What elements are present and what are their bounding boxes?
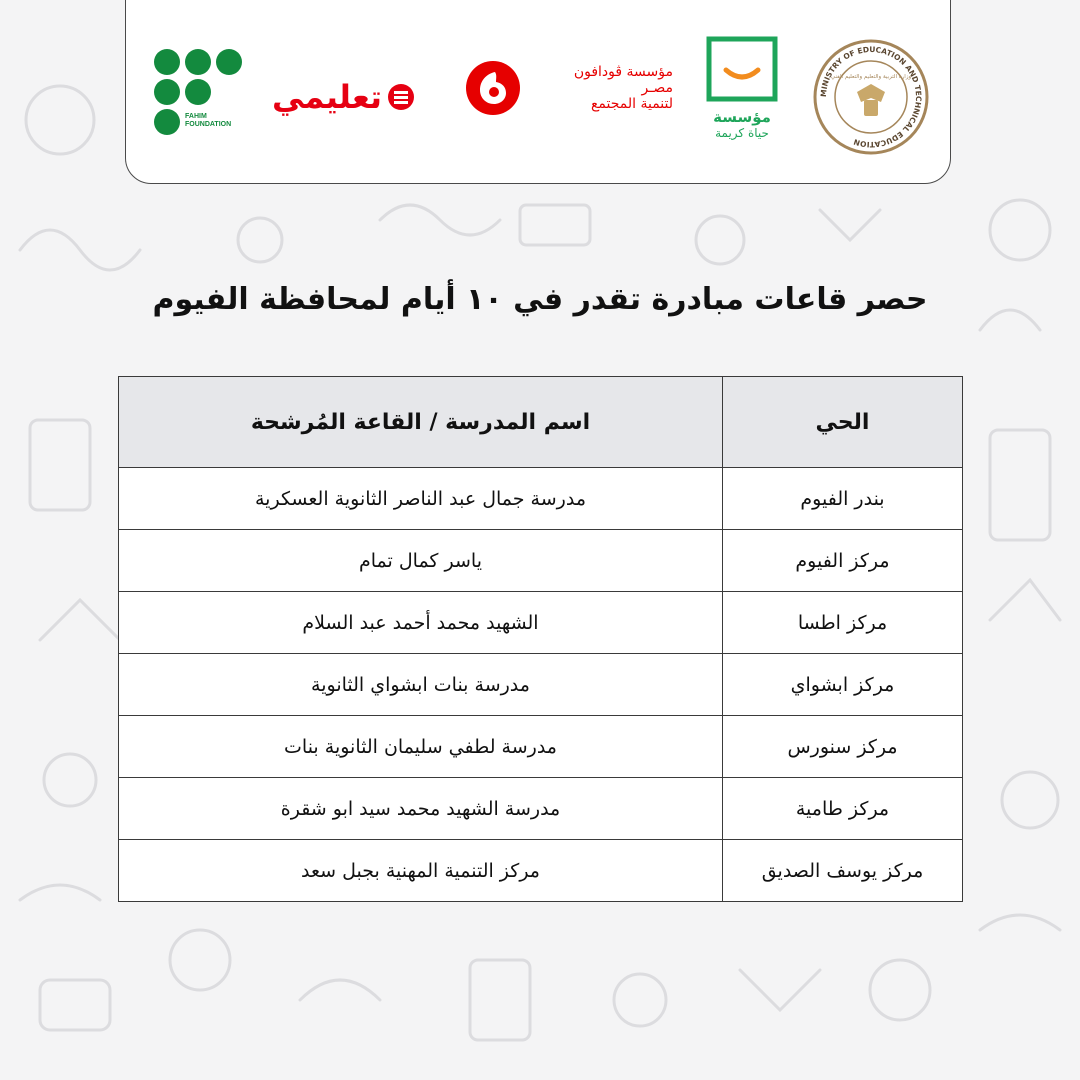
table-row [119, 840, 963, 902]
smile-icon [706, 36, 778, 102]
table-row [119, 592, 963, 654]
vodafone-logo-text-1: مؤسسة ڤودافون [573, 63, 673, 80]
school-cell: مدرسة جمال عبد الناصر الثانوية العسكرية [119, 468, 723, 530]
school-header: اسم المدرسة / القاعة المُرشحة [119, 377, 723, 468]
table-row [119, 530, 963, 592]
ministry-ring-text: MINISTRY OF EDUCATION AND TECHNICAL EDUCATION [818, 44, 924, 150]
halls-table [118, 376, 963, 902]
table-header-row [119, 377, 963, 468]
school-cell: مدرسة لطفي سليمان الثانوية بنات [119, 716, 723, 778]
district-cell: بندر الفيوم [723, 468, 963, 530]
ministry-arabic-text: وزارة التربية والتعليم والتعليم الفني [830, 74, 912, 80]
page-title: حصر قاعات مبادرة تقدر في ١٠ أيام لمحافظة الفيوم [152, 282, 928, 317]
fahim-logo-text-1: FAHIM [185, 113, 207, 120]
district-cell: مركز سنورس [723, 716, 963, 778]
district-cell: مركز اطسا [723, 592, 963, 654]
school-cell: مدرسة الشهيد محمد سيد ابو شقرة [119, 778, 723, 840]
school-cell: مدرسة بنات ابشواي الثانوية [119, 654, 723, 716]
vodafone-logo-text-3: لتنمية المجتمع [590, 96, 673, 113]
fahim-foundation-logo [150, 46, 250, 140]
table-row [119, 468, 963, 530]
table-row [119, 654, 963, 716]
table-row [119, 716, 963, 778]
taalimi-logo-text: تعليمي [272, 78, 383, 116]
district-cell: مركز الفيوم [723, 530, 963, 592]
school-cell: ياسر كمال تمام [119, 530, 723, 592]
vodafone-icon [465, 60, 521, 116]
ministry-of-education-logo [812, 38, 930, 156]
vodafone-foundation-logo [465, 60, 673, 116]
table-row [119, 778, 963, 840]
hayah-karima-text-1: مؤسسة [713, 108, 771, 126]
district-cell: مركز ابشواي [723, 654, 963, 716]
vodafone-logo-text-2: مصـر [641, 79, 673, 96]
fahim-logo-text-2: FOUNDATION [185, 121, 232, 128]
taalimi-logo [272, 78, 414, 116]
district-header: الحي [723, 377, 963, 468]
hayah-karima-logo [704, 36, 780, 140]
hayah-karima-text-2: حياة كريمة [715, 126, 769, 140]
school-cell: الشهيد محمد أحمد عبد السلام [119, 592, 723, 654]
taalimi-mark-icon [388, 84, 414, 110]
school-cell: مركز التنمية المهنية بجبل سعد [119, 840, 723, 902]
district-cell: مركز يوسف الصديق [723, 840, 963, 902]
district-cell: مركز طامية [723, 778, 963, 840]
